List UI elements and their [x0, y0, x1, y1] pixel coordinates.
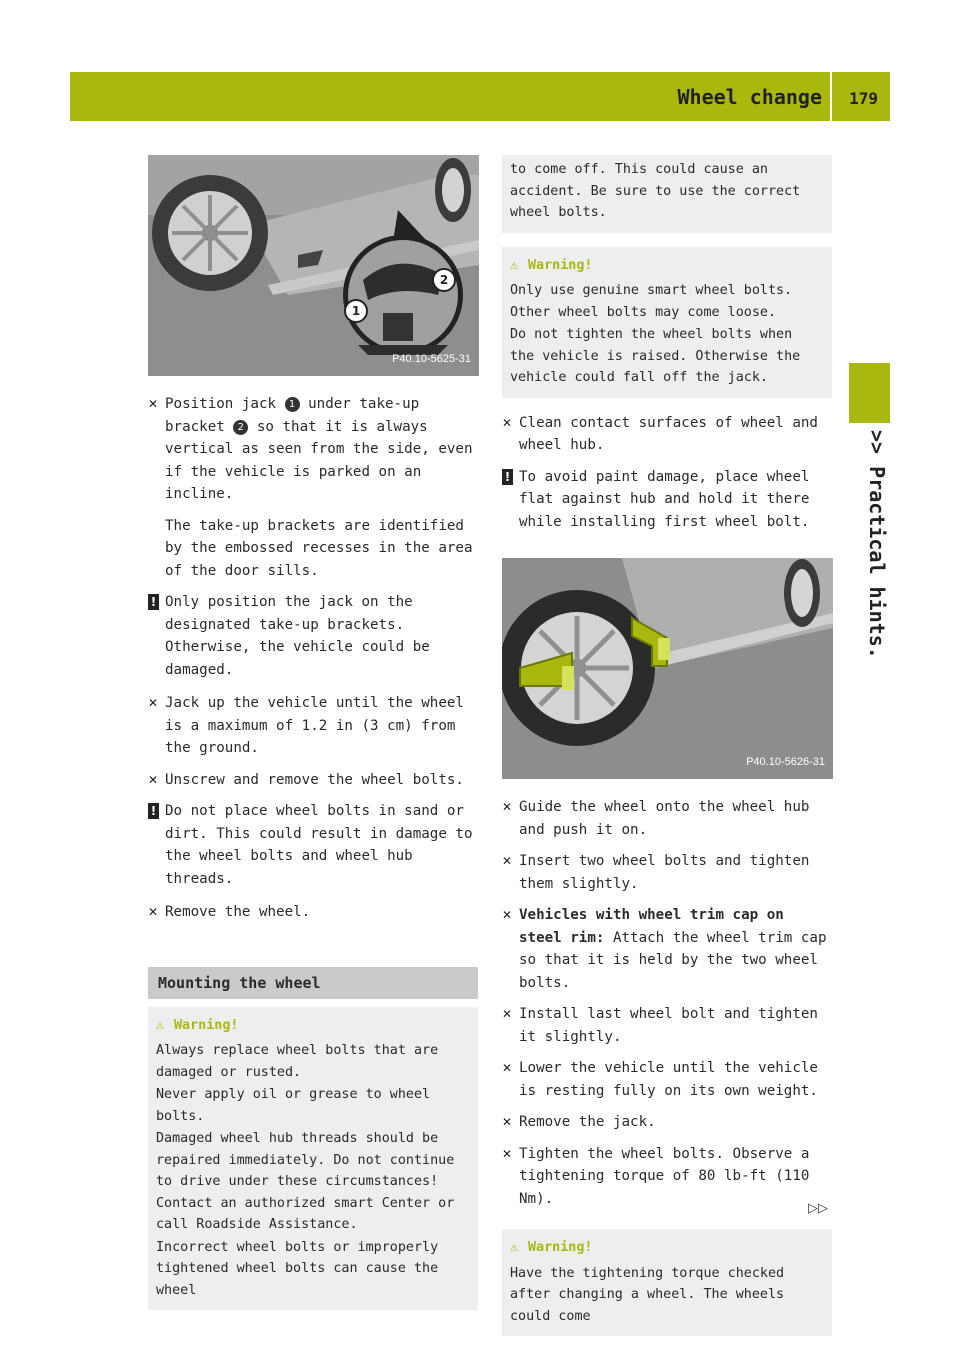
step-insert-bolts: ✕ Insert two wheel bolts and tighten them slightly.: [502, 850, 832, 895]
side-section-label: >> Practical hints.: [865, 430, 889, 659]
step-arrow-icon: ✕: [502, 908, 513, 922]
step-last-bolt: ✕ Install last wheel bolt and tighten it slightly.: [502, 1003, 832, 1048]
step-note-text: The take-up brackets are identified by the embossed recesses in the area of the door sills.: [165, 517, 473, 579]
step-arrow-icon: ✕: [502, 1146, 513, 1161]
step-arrow-icon: ✕: [502, 1061, 513, 1075]
note-jack-position: ! Only position the jack on the designated take-up brackets. Otherwise, the vehicle could be damaged.: [148, 591, 478, 681]
warning-box-3: ⚠ Warning! Have the tightening torque checked after changing a wheel. The wheels could come: [502, 1229, 832, 1336]
continue-arrows-icon: ▷▷: [808, 1201, 828, 1216]
step-arrow-icon: ✕: [148, 696, 159, 710]
warning-box-1: ⚠ Warning! Always replace wheel bolts that are damaged or rusted. Never apply oil or grease to wheel bolts. Damaged wheel hub threads should be repaired immediately. Do not continue to drive under these circumstances! Contact an authorized smart Center or call Roadside Assistance. Incorrect wheel bolts or improperly tightened wheel bolts can cause the wheel: [148, 1007, 478, 1311]
right-column: [502, 155, 832, 1350]
step-arrow-icon: ✕: [502, 854, 513, 868]
warning-triangle-icon: ⚠: [510, 1240, 519, 1255]
step-remove-wheel: ✕ Remove the wheel.: [148, 901, 478, 924]
note-wheel-bolts: ! Do not place wheel bolts in sand or dirt. This could result in damage to the wheel bolts and wheel hub threads.: [148, 800, 478, 890]
step-trim-cap: ✕ Vehicles with wheel trim cap on steel rim: Attach the wheel trim cap so that it is held by the two wheel bolts.: [502, 904, 832, 994]
page-title: Wheel change: [677, 85, 822, 109]
page-number: 179: [849, 89, 878, 108]
step-tighten-bolts: ✕ Tighten the wheel bolts. Observe a tightening torque of 80 lb-ft (110 Nm).: [502, 1143, 832, 1211]
jack-figure: [148, 155, 479, 376]
step-guide-wheel: ✕ Guide the wheel onto the wheel hub and push it on.: [502, 796, 832, 841]
step-unscrew: ✕ Unscrew and remove the wheel bolts.: [148, 769, 478, 792]
warning-triangle-icon: ⚠: [156, 1017, 165, 1033]
warning-triangle-icon: ⚠: [510, 257, 519, 273]
figure-code: P40.10-5625-31: [392, 352, 471, 365]
figure-code: P40.10-5626-31: [746, 755, 825, 768]
exclamation-icon: !: [148, 803, 159, 819]
wheel-illustration: [502, 558, 833, 779]
step-arrow-icon: ✕: [148, 772, 159, 787]
header-divider: [830, 72, 832, 121]
header-bar: [70, 72, 890, 121]
step-position-jack: ✕ Position jack 1 under take-up bracket 2 so that it is always vertical as seen from the side, even if the vehicle is parked on an incline. The take-up brackets are identified by the embossed recesses in the area of the door sills.: [148, 393, 478, 582]
callout-1: 1: [344, 299, 368, 323]
jack-illustration: [148, 155, 479, 376]
left-column: [148, 155, 478, 1324]
section-heading: Mounting the wheel: [148, 967, 478, 999]
callout-1-inline: 1: [285, 397, 300, 412]
step-remove-jack: ✕ Remove the jack.: [502, 1111, 832, 1134]
warning-continuation: to come off. This could cause an accident. Be sure to use the correct wheel bolts.: [502, 155, 832, 233]
step-jack-up: ✕ Jack up the vehicle until the wheel is a maximum of 1.2 in (3 cm) from the ground.: [148, 692, 478, 760]
callout-2-inline: 2: [233, 420, 248, 435]
step-arrow-icon: ✕: [502, 415, 513, 430]
warning-box-2: ⚠ Warning! Only use genuine smart wheel bolts. Other wheel bolts may come loose. Do not tighten the wheel bolts when the vehicle is raised. Otherwise the vehicle could fall off the jack.: [502, 247, 832, 398]
step-clean-surfaces: ✕ Clean contact surfaces of wheel and wheel hub.: [502, 412, 832, 457]
step-arrow-icon: ✕: [148, 905, 159, 919]
exclamation-icon: !: [148, 594, 159, 610]
step-arrow-icon: ✕: [148, 397, 159, 411]
note-paint-damage: ! To avoid paint damage, place wheel flat against hub and hold it there while installing first wheel bolt.: [502, 466, 832, 534]
wheel-figure: [502, 558, 833, 779]
callout-2: 2: [432, 268, 456, 292]
step-arrow-icon: ✕: [502, 1115, 513, 1129]
step-arrow-icon: ✕: [502, 1007, 513, 1021]
step-arrow-icon: ✕: [502, 800, 513, 814]
side-tab: [849, 363, 890, 423]
step-lower-vehicle: ✕ Lower the vehicle until the vehicle is resting fully on its own weight.: [502, 1057, 832, 1102]
exclamation-icon: !: [502, 469, 513, 485]
